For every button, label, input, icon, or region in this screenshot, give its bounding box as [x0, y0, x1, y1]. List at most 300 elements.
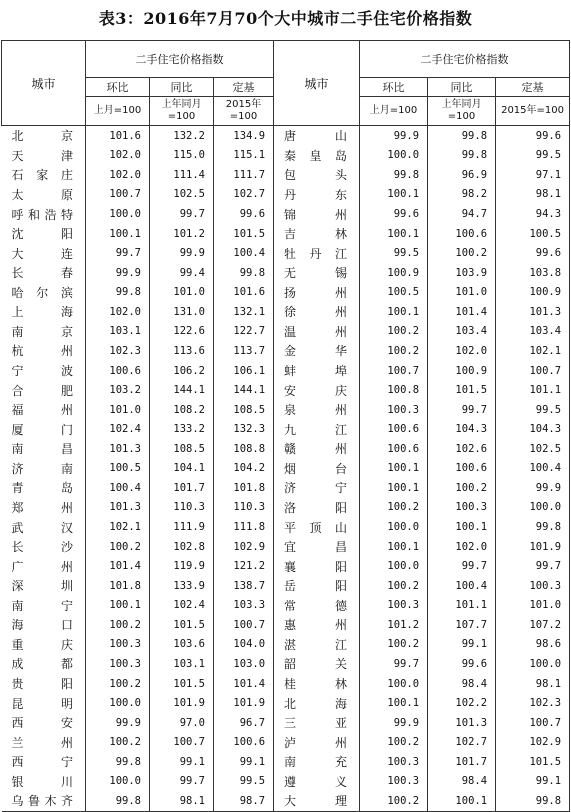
mom-value: 100.0: [86, 772, 150, 792]
mom-value: 101.8: [86, 576, 150, 596]
price-index-table: [1, 40, 570, 812]
table-row: [2, 400, 570, 420]
mom-value: 100.0: [86, 204, 150, 224]
mom-value: 100.2: [86, 615, 150, 635]
fixed-value: 100.7: [496, 361, 570, 381]
table-row: [2, 263, 570, 283]
fixed-value: 100.0: [496, 498, 570, 518]
yoy-value: 106.2: [150, 361, 214, 381]
city-name: 九江: [274, 419, 360, 439]
table-row: [2, 693, 570, 713]
fixed-value: 132.1: [214, 302, 274, 322]
city-name: 唐山: [274, 126, 360, 146]
mom-value: 102.0: [86, 302, 150, 322]
yoy-value: 101.0: [150, 283, 214, 303]
city-name: 包头: [274, 165, 360, 185]
yoy-value: 101.2: [150, 224, 214, 244]
fixed-value: 101.5: [496, 752, 570, 772]
city-name: 大连: [11, 246, 73, 261]
table-row: [2, 185, 570, 205]
city-name: 成都: [11, 657, 73, 672]
city-name: 青岛: [11, 481, 73, 496]
city-name: 北海: [274, 693, 360, 713]
city-name: 沈阳: [11, 227, 73, 242]
yoy-value: 99.7: [428, 556, 496, 576]
fixed-value: 102.1: [496, 341, 570, 361]
table-row: [2, 772, 570, 792]
yoy-value: 101.5: [150, 674, 214, 694]
city-name: 郑州: [11, 500, 73, 515]
mom-value: 100.2: [86, 674, 150, 694]
mom-value: 100.1: [86, 224, 150, 244]
fixed-value: 101.1: [496, 380, 570, 400]
table-row: [2, 556, 570, 576]
fixed-value: 104.2: [214, 459, 274, 479]
city-name: 南充: [274, 752, 360, 772]
yoy-value: 101.4: [428, 302, 496, 322]
mom-value: 100.3: [360, 400, 428, 420]
city-name: 哈尔滨: [11, 285, 73, 300]
city-name: 上海: [11, 305, 73, 320]
city-name: 赣州: [274, 439, 360, 459]
table-row: [2, 752, 570, 772]
mom-value: 99.6: [360, 204, 428, 224]
yoy-value: 102.8: [150, 537, 214, 557]
yoy-value: 101.1: [428, 596, 496, 616]
city-name: 惠州: [274, 615, 360, 635]
city-name: 宁波: [11, 364, 73, 379]
table-row: [2, 635, 570, 655]
mom-value: 100.2: [360, 576, 428, 596]
yoy-value: 102.4: [150, 596, 214, 616]
yoy-value: 102.7: [428, 732, 496, 752]
fixed-value: 103.0: [214, 654, 274, 674]
fixed-value: 99.5: [496, 400, 570, 420]
city-name: 合肥: [11, 383, 73, 398]
fixed-value: 111.7: [214, 165, 274, 185]
city-name: 北京: [11, 129, 73, 144]
city-name: 蚌埠: [274, 361, 360, 381]
city-name: 秦皇岛: [274, 146, 360, 166]
city-name: 济南: [11, 461, 73, 476]
yoy-value: 100.6: [428, 224, 496, 244]
fixed-value: 100.7: [214, 615, 274, 635]
fixed-value: 115.1: [214, 146, 274, 166]
yoy-value: 102.5: [150, 185, 214, 205]
city-name: 扬州: [274, 283, 360, 303]
city-name: 遵义: [274, 772, 360, 792]
yoy-value: 102.6: [428, 439, 496, 459]
fixed-value: 103.4: [496, 322, 570, 342]
yoy-value: 108.5: [150, 439, 214, 459]
mom-value: 100.3: [360, 596, 428, 616]
table-row: [2, 654, 570, 674]
city-name: 襄阳: [274, 556, 360, 576]
mom-value: 100.0: [360, 146, 428, 166]
city-name: 安庆: [274, 380, 360, 400]
mom-value: 100.5: [86, 459, 150, 479]
table-row: [2, 361, 570, 381]
table-row: [2, 380, 570, 400]
mom-value: 102.3: [86, 341, 150, 361]
table-row: [2, 517, 570, 537]
table-row: [2, 478, 570, 498]
mom-value: 100.0: [360, 556, 428, 576]
table-row: [2, 224, 570, 244]
mom-value: 100.2: [360, 322, 428, 342]
mom-value: 102.0: [86, 146, 150, 166]
yoy-value: 144.1: [150, 380, 214, 400]
fixed-value: 99.5: [496, 146, 570, 166]
yoy-value: 99.7: [150, 772, 214, 792]
yoy-value: 101.0: [428, 283, 496, 303]
yoy-value: 104.1: [150, 459, 214, 479]
fixed-value: 138.7: [214, 576, 274, 596]
mom-value: 100.0: [360, 674, 428, 694]
mom-header-right: 环比: [360, 78, 428, 97]
fixed-value: 107.2: [496, 615, 570, 635]
city-name: 岳阳: [274, 576, 360, 596]
mom-value: 102.0: [86, 165, 150, 185]
city-name: 大理: [274, 791, 360, 811]
mom-value: 100.2: [360, 341, 428, 361]
fixed-value: 99.9: [496, 478, 570, 498]
fixed-value: 108.5: [214, 400, 274, 420]
table-row: [2, 322, 570, 342]
table-row: [2, 459, 570, 479]
yoy-value: 102.0: [428, 537, 496, 557]
city-name: 洛阳: [274, 498, 360, 518]
mom-value: 99.7: [360, 654, 428, 674]
city-name: 南昌: [11, 442, 73, 457]
mom-value: 100.1: [360, 478, 428, 498]
yoy-value: 101.5: [150, 615, 214, 635]
index-group-header-left: 二手住宅价格指数: [86, 41, 274, 78]
yoy-value: 99.1: [150, 752, 214, 772]
city-name: 深圳: [11, 579, 73, 594]
yoy-value: 100.3: [428, 498, 496, 518]
fixed-value: 113.7: [214, 341, 274, 361]
city-header-left: 城市: [2, 41, 86, 126]
table-row: [2, 615, 570, 635]
yoy-value: 101.3: [428, 713, 496, 733]
fixed-value: 100.7: [496, 713, 570, 733]
city-name: 西安: [11, 716, 73, 731]
mom-value: 100.8: [360, 380, 428, 400]
city-name: 锦州: [274, 204, 360, 224]
mom-value: 99.8: [360, 165, 428, 185]
yoy-value: 103.1: [150, 654, 214, 674]
yoy-value: 110.3: [150, 498, 214, 518]
city-name: 天津: [11, 148, 73, 163]
city-name: 丹东: [274, 185, 360, 205]
yoy-value: 100.1: [428, 791, 496, 811]
city-name: 无锡: [274, 263, 360, 283]
mom-value: 101.3: [86, 498, 150, 518]
mom-base-left: 上月=100: [86, 97, 150, 126]
fixed-header-right: 定基: [496, 78, 570, 97]
yoy-value: 133.2: [150, 419, 214, 439]
yoy-value: 99.8: [428, 146, 496, 166]
mom-header-left: 环比: [86, 78, 150, 97]
city-name: 南京: [11, 324, 73, 339]
table-row: [2, 596, 570, 616]
fixed-value: 101.6: [214, 283, 274, 303]
mom-value: 99.5: [360, 243, 428, 263]
yoy-base-left: 上年同月=100: [150, 97, 214, 126]
table-row: [2, 165, 570, 185]
mom-value: 100.1: [360, 693, 428, 713]
table-header: [2, 41, 570, 126]
fixed-value: 94.3: [496, 204, 570, 224]
mom-value: 101.0: [86, 400, 150, 420]
yoy-header-right: 同比: [428, 78, 496, 97]
yoy-value: 99.6: [428, 654, 496, 674]
yoy-value: 97.0: [150, 713, 214, 733]
city-name: 长沙: [11, 540, 73, 555]
mom-base-right: 上月=100: [360, 97, 428, 126]
yoy-value: 101.7: [428, 752, 496, 772]
fixed-value: 132.3: [214, 419, 274, 439]
city-name: 武汉: [11, 520, 73, 535]
fixed-value: 99.8: [496, 517, 570, 537]
table-row: [2, 146, 570, 166]
city-name: 西宁: [11, 755, 73, 770]
mom-value: 100.1: [360, 459, 428, 479]
fixed-value: 101.9: [496, 537, 570, 557]
yoy-value: 101.9: [150, 693, 214, 713]
mom-value: 99.8: [86, 791, 150, 811]
fixed-value: 97.1: [496, 165, 570, 185]
yoy-value: 115.0: [150, 146, 214, 166]
table-row: [2, 283, 570, 303]
city-name: 乌鲁木齐: [2, 791, 86, 811]
mom-value: 100.4: [86, 478, 150, 498]
mom-value: 100.6: [360, 439, 428, 459]
city-name: 湛江: [274, 635, 360, 655]
mom-value: 100.3: [86, 635, 150, 655]
mom-value: 99.8: [86, 283, 150, 303]
yoy-value: 131.0: [150, 302, 214, 322]
mom-value: 102.1: [86, 517, 150, 537]
yoy-value: 119.9: [150, 556, 214, 576]
city-name: 广州: [11, 559, 73, 574]
mom-value: 100.1: [360, 537, 428, 557]
yoy-value: 96.9: [428, 165, 496, 185]
fixed-value: 121.2: [214, 556, 274, 576]
fixed-value: 122.7: [214, 322, 274, 342]
mom-value: 101.6: [86, 126, 150, 146]
fixed-value: 101.3: [496, 302, 570, 322]
city-name: 厦门: [11, 422, 73, 437]
yoy-value: 103.6: [150, 635, 214, 655]
fixed-value: 100.3: [496, 576, 570, 596]
mom-value: 99.9: [86, 263, 150, 283]
table-row: [2, 243, 570, 263]
city-name: 金华: [274, 341, 360, 361]
city-name: 长春: [11, 266, 73, 281]
mom-value: 100.2: [360, 498, 428, 518]
city-name: 昆明: [11, 696, 73, 711]
fixed-value: 96.7: [214, 713, 274, 733]
page-title: 表3：2016年7月70个大中城市二手住宅价格指数: [98, 9, 473, 28]
yoy-value: 98.2: [428, 185, 496, 205]
city-name: 泉州: [274, 400, 360, 420]
fixed-value: 104.0: [214, 635, 274, 655]
yoy-value: 99.8: [428, 126, 496, 146]
fixed-value: 101.8: [214, 478, 274, 498]
city-name: 福州: [11, 403, 73, 418]
city-name: 杭州: [11, 344, 73, 359]
fixed-value: 111.8: [214, 517, 274, 537]
mom-value: 100.6: [360, 419, 428, 439]
city-name: 温州: [274, 322, 360, 342]
fixed-value: 102.9: [496, 732, 570, 752]
fixed-value: 99.6: [214, 204, 274, 224]
mom-value: 101.4: [86, 556, 150, 576]
fixed-value: 100.4: [214, 243, 274, 263]
yoy-value: 100.2: [428, 478, 496, 498]
yoy-value: 104.3: [428, 419, 496, 439]
fixed-value: 108.8: [214, 439, 274, 459]
fixed-value: 101.9: [214, 693, 274, 713]
yoy-value: 111.9: [150, 517, 214, 537]
yoy-value: 99.9: [150, 243, 214, 263]
city-name: 平顶山: [274, 517, 360, 537]
fixed-value: 106.1: [214, 361, 274, 381]
mom-value: 99.7: [86, 243, 150, 263]
mom-value: 100.2: [86, 537, 150, 557]
fixed-base-left: 2015年=100: [214, 97, 274, 126]
yoy-value: 98.4: [428, 772, 496, 792]
yoy-value: 98.4: [428, 674, 496, 694]
city-name: 兰州: [11, 735, 73, 750]
mom-value: 100.1: [360, 224, 428, 244]
mom-value: 100.2: [360, 791, 428, 811]
fixed-value: 100.5: [496, 224, 570, 244]
yoy-value: 103.9: [428, 263, 496, 283]
yoy-value: 99.4: [150, 263, 214, 283]
table-row: [2, 126, 570, 146]
yoy-value: 100.9: [428, 361, 496, 381]
table-row: [2, 576, 570, 596]
yoy-value: 107.7: [428, 615, 496, 635]
city-name: 南宁: [11, 598, 73, 613]
mom-value: 100.1: [360, 185, 428, 205]
fixed-value: 100.0: [496, 654, 570, 674]
city-name: 海口: [11, 618, 73, 633]
mom-value: 99.9: [86, 713, 150, 733]
mom-value: 100.0: [86, 693, 150, 713]
mom-value: 103.1: [86, 322, 150, 342]
yoy-value: 132.2: [150, 126, 214, 146]
table-row: [2, 302, 570, 322]
yoy-value: 103.4: [428, 322, 496, 342]
mom-value: 100.3: [360, 752, 428, 772]
yoy-value: 111.4: [150, 165, 214, 185]
fixed-value: 100.6: [214, 732, 274, 752]
fixed-value: 102.5: [496, 439, 570, 459]
fixed-value: 99.1: [214, 752, 274, 772]
fixed-value: 99.7: [496, 556, 570, 576]
mom-value: 100.0: [360, 517, 428, 537]
mom-value: 100.2: [360, 732, 428, 752]
city-name: 太原: [11, 187, 73, 202]
mom-value: 102.4: [86, 419, 150, 439]
yoy-value: 108.2: [150, 400, 214, 420]
mom-value: 99.9: [360, 713, 428, 733]
mom-value: 100.3: [360, 772, 428, 792]
yoy-value: 133.9: [150, 576, 214, 596]
mom-value: 100.2: [86, 732, 150, 752]
table-row: [2, 537, 570, 557]
fixed-value: 134.9: [214, 126, 274, 146]
table-row: [2, 732, 570, 752]
city-name: 徐州: [274, 302, 360, 322]
fixed-value: 101.4: [214, 674, 274, 694]
mom-value: 100.5: [360, 283, 428, 303]
yoy-value: 100.1: [428, 517, 496, 537]
yoy-value: 98.1: [150, 791, 214, 811]
yoy-value: 100.4: [428, 576, 496, 596]
city-header-right: 城市: [274, 41, 360, 126]
city-name: 烟台: [274, 459, 360, 479]
table-body: [2, 126, 570, 812]
fixed-value: 104.3: [496, 419, 570, 439]
yoy-value: 94.7: [428, 204, 496, 224]
city-name: 泸州: [274, 732, 360, 752]
fixed-value: 98.1: [496, 674, 570, 694]
mom-value: 99.9: [360, 126, 428, 146]
table-row: [2, 341, 570, 361]
city-name: 桂林: [274, 674, 360, 694]
yoy-value: 99.1: [428, 635, 496, 655]
fixed-value: 144.1: [214, 380, 274, 400]
fixed-value: 99.8: [496, 791, 570, 811]
city-name: 重庆: [11, 637, 73, 652]
yoy-value: 102.0: [428, 341, 496, 361]
city-name: 牡丹江: [274, 243, 360, 263]
yoy-value: 100.7: [150, 732, 214, 752]
fixed-value: 102.3: [496, 693, 570, 713]
mom-value: 100.9: [360, 263, 428, 283]
fixed-value: 102.7: [214, 185, 274, 205]
mom-value: 100.1: [360, 302, 428, 322]
yoy-value: 100.2: [428, 243, 496, 263]
city-name: 常德: [274, 596, 360, 616]
city-name: 济宁: [274, 478, 360, 498]
fixed-value: 99.5: [214, 772, 274, 792]
mom-value: 101.3: [86, 439, 150, 459]
mom-value: 100.1: [86, 596, 150, 616]
table-row: [2, 791, 570, 811]
fixed-value: 110.3: [214, 498, 274, 518]
index-group-header-right: 二手住宅价格指数: [360, 41, 570, 78]
fixed-header-left: 定基: [214, 78, 274, 97]
yoy-value: 99.7: [428, 400, 496, 420]
table-row: [2, 439, 570, 459]
table-row: [2, 674, 570, 694]
fixed-value: 99.6: [496, 243, 570, 263]
city-name: 贵阳: [11, 677, 73, 692]
yoy-value: 101.5: [428, 380, 496, 400]
fixed-value: 98.6: [496, 635, 570, 655]
city-name: 宜昌: [274, 537, 360, 557]
mom-value: 103.2: [86, 380, 150, 400]
fixed-value: 100.9: [496, 283, 570, 303]
yoy-value: 113.6: [150, 341, 214, 361]
table-row: [2, 498, 570, 518]
